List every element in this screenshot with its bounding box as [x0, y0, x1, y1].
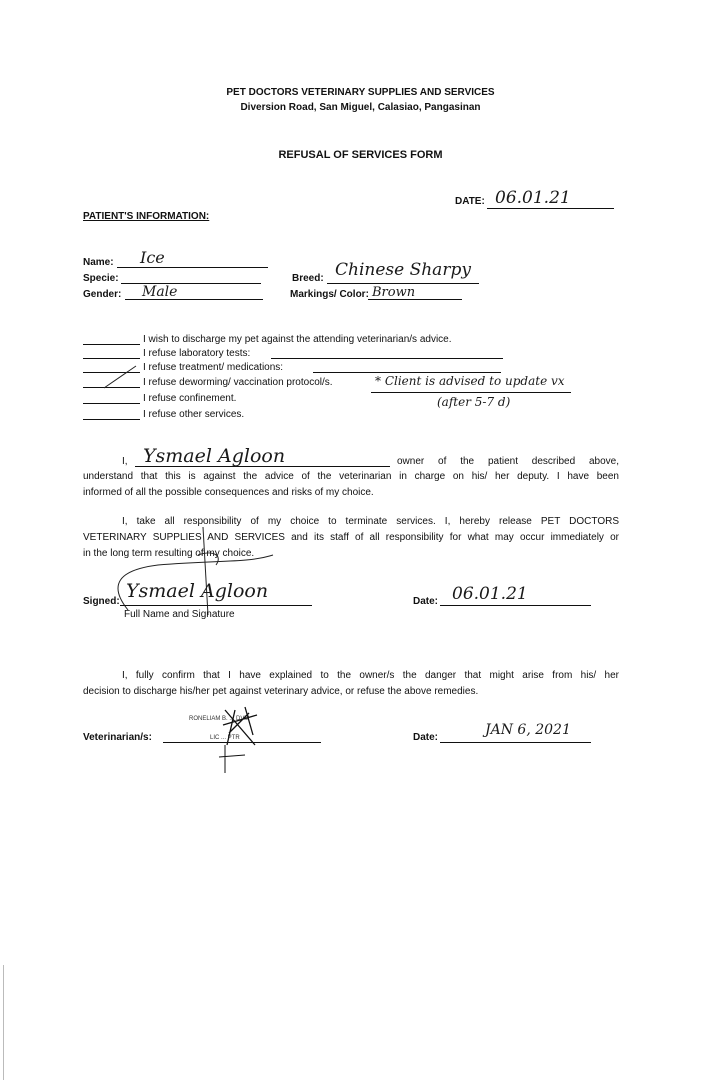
option-text-2: I refuse laboratory tests:: [143, 348, 251, 359]
statement1-prefix: I,: [122, 456, 128, 467]
vet-date-label: Date:: [413, 732, 439, 743]
breed-value[interactable]: Chinese Sharpy: [335, 260, 471, 280]
gender-label: Gender:: [83, 289, 122, 300]
vet-date-underline: [440, 742, 591, 743]
option-note-line1: * Client is advised to update vx: [375, 374, 565, 388]
vet-stamp-line1: RONELIAM B. ... DVM: [189, 716, 250, 722]
statement3-line2: decision to discharge his/her pet against veterinary advice, or refuse the above remedies.: [83, 686, 479, 697]
signed-value[interactable]: Ysmael Agloon: [126, 580, 269, 602]
option-text-3: I refuse treatment/ medications:: [143, 362, 284, 373]
option-2-detail-line[interactable]: [271, 358, 503, 359]
option-blank-1[interactable]: [83, 344, 140, 345]
name-underline: [117, 267, 268, 268]
signed-date-underline: [440, 605, 591, 606]
statement2-line2: VETERINARY SUPPLIES AND SERVICES and its staff of all responsibility for what may occur immediately or: [83, 532, 619, 543]
date-underline: [487, 208, 614, 209]
signed-date-value[interactable]: 06.01.21: [452, 584, 528, 604]
breed-underline: [327, 283, 479, 284]
signed-caption: Full Name and Signature: [124, 609, 235, 620]
scan-edge-mark: [3, 965, 4, 1080]
option-text-4: I refuse deworming/ vaccination protocol/s.: [143, 377, 333, 388]
signed-underline: [120, 605, 312, 606]
date-label: DATE:: [455, 196, 485, 207]
option-text-1: I wish to discharge my pet against the attending veterinarian/s advice.: [143, 334, 452, 345]
option-blank-2[interactable]: [83, 358, 140, 359]
option-check-mark: [100, 364, 140, 392]
signed-label: Signed:: [83, 596, 120, 607]
markings-value[interactable]: Brown: [372, 285, 416, 300]
specie-label: Specie:: [83, 273, 119, 284]
breed-label: Breed:: [292, 273, 324, 284]
option-blank-6[interactable]: [83, 419, 140, 420]
vet-date-value[interactable]: JAN 6, 2021: [485, 722, 571, 738]
statement3-line1: I, fully confirm that I have explained to the owner/s the danger that might arise from his/ her: [122, 670, 619, 681]
option-4-detail-line[interactable]: [371, 392, 571, 393]
veterinarian-label: Veterinarian/s:: [83, 732, 152, 743]
date-value[interactable]: 06.01.21: [495, 188, 571, 208]
markings-label: Markings/ Color:: [290, 289, 369, 300]
company-address: Diversion Road, San Miguel, Calasiao, Pangasinan: [240, 102, 481, 113]
option-3-detail-line[interactable]: [313, 372, 501, 373]
statement1-line2: understand that this is against the advice of the veterinarian in charge on his/ her deputy. I have been: [83, 471, 619, 482]
statement2-line1: I, take all responsibility of my choice to terminate services. I, hereby release PET DOCTORS: [122, 516, 619, 527]
statement1-rest: owner of the patient described above,: [397, 456, 619, 467]
option-blank-5[interactable]: [83, 403, 140, 404]
option-text-5: I refuse confinement.: [143, 393, 237, 404]
gender-value[interactable]: Male: [142, 284, 178, 300]
signed-date-label: Date:: [413, 596, 439, 607]
vet-signature-scribble: [215, 705, 265, 775]
statement1-line3: informed of all the possible consequences and risks of my choice.: [83, 487, 374, 498]
name-value[interactable]: Ice: [140, 248, 165, 267]
company-name: PET DOCTORS VETERINARY SUPPLIES AND SERVICES: [226, 87, 495, 98]
vet-stamp-line2: LIC ... PTR: [210, 735, 240, 741]
owner-name-value[interactable]: Ysmael Agloon: [143, 445, 286, 467]
patient-section-label: PATIENT'S INFORMATION:: [83, 211, 210, 222]
form-title: REFUSAL OF SERVICES FORM: [278, 149, 443, 161]
option-note-line2: (after 5-7 d): [437, 395, 511, 409]
option-text-6: I refuse other services.: [143, 409, 245, 420]
statement2-line3: in the long term resulting of my choice.: [83, 548, 255, 559]
name-label: Name:: [83, 257, 114, 268]
